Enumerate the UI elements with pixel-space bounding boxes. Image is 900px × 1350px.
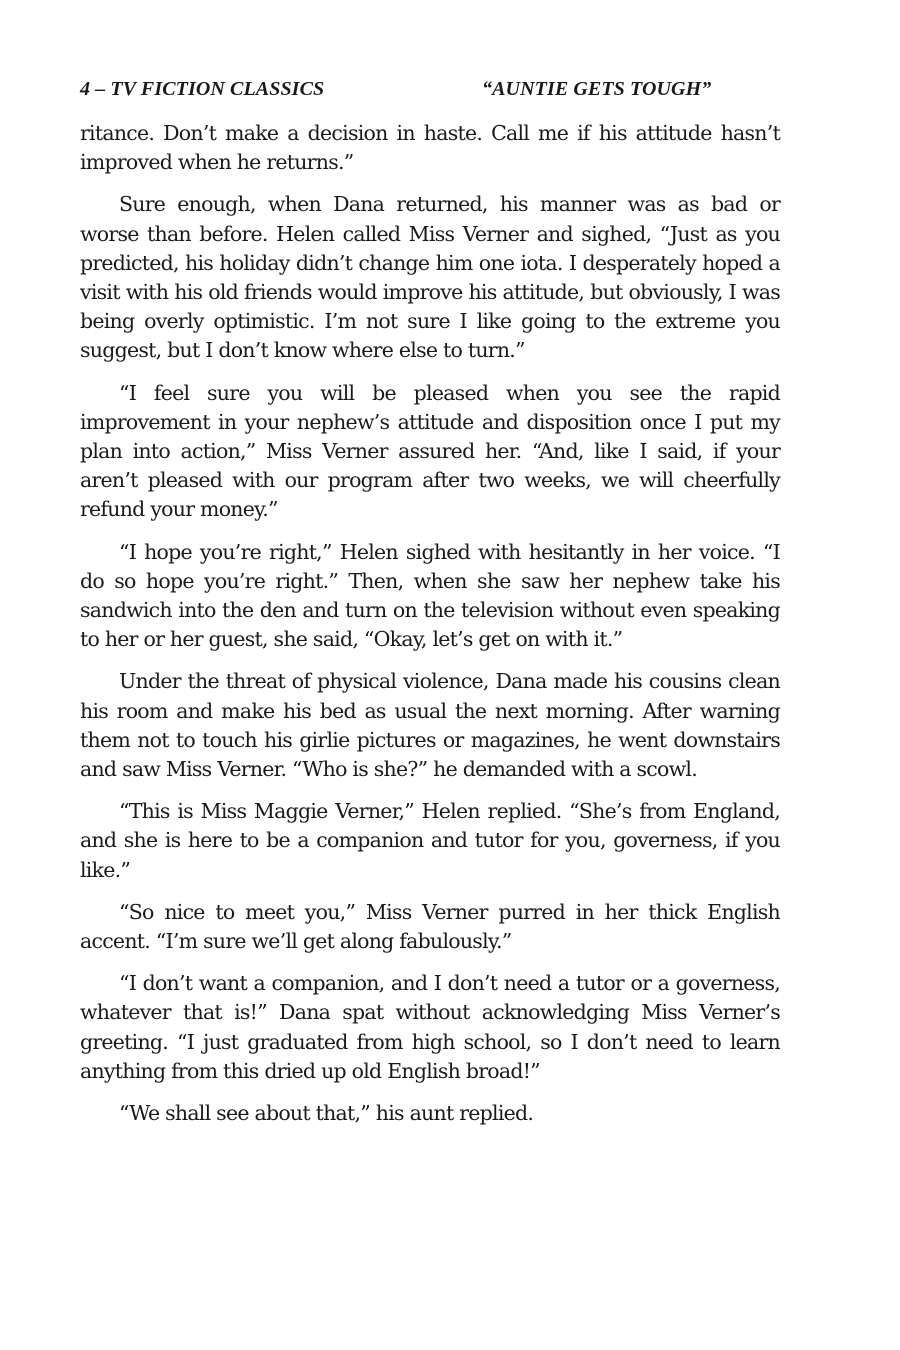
paragraph: “I hope you’re right,” Helen sighed with hesitantly in her voice. “I do so hope you’re right.” Then, when she saw her nephew take his sandwich into the den and turn on the television without even speaking to her or her guest, she said, “Okay, let’s get on with it.”	[80, 539, 780, 652]
paragraph: “I don’t want a companion, and I don’t need a tutor or a governess, whatever that is!” Dana spat without acknowledging Miss Verner’s greeting. “I just graduated from high school, so I don’t need to learn anything from this dried up old English broad!”	[80, 971, 780, 1083]
paragraph: “We shall see about that,” his aunt replied.	[119, 1101, 534, 1126]
paragraph: Under the threat of physical violence, Dana made his cousins clean his room and make his bed as usual the next morning. After warning them not to touch his girlie pictures or magazines, he went downstairs and saw Miss Verner. “Who is she?” he demanded with a scowl.	[80, 669, 780, 782]
running-header	[80, 78, 780, 104]
header-page-and-book-title: 4 – TV FICTION CLASSICS	[80, 78, 325, 100]
paragraph: “This is Miss Maggie Verner,” Helen replied. “She’s from England, and she is here to be a companion and tutor for you, governess, if you like.”	[80, 799, 780, 882]
header-story-title: “AUNTIE GETS TOUGH”	[482, 78, 712, 100]
paragraph: “So nice to meet you,” Miss Verner purred in her thick English accent. “I’m sure we’ll get along fabulously.”	[80, 899, 780, 954]
paragraph: “I feel sure you will be pleased when you see the rapid improvement in your nephew’s attitude and disposition once I put my plan into action,” Miss Verner assured her. “And, like I said, if your aren’t pleased with our program after two weeks, we will cheerfully refund your money.”	[80, 380, 780, 522]
story-body	[80, 119, 780, 1141]
paragraph: ritance. Don’t make a decision in haste. Call me if his attitude hasn’t improved when he returns.”	[80, 121, 780, 175]
paragraph: Sure enough, when Dana returned, his manner was as bad or worse than before. Helen called Miss Verner and sighed, “Just as you predicted, his holiday didn’t change him one iota. I desperately hoped a visit with his old friends would improve his attitude, but obviously, I was being overly optimistic. I’m not sure I like going to the extreme you suggest, but I don’t know where else to turn.”	[80, 192, 780, 363]
